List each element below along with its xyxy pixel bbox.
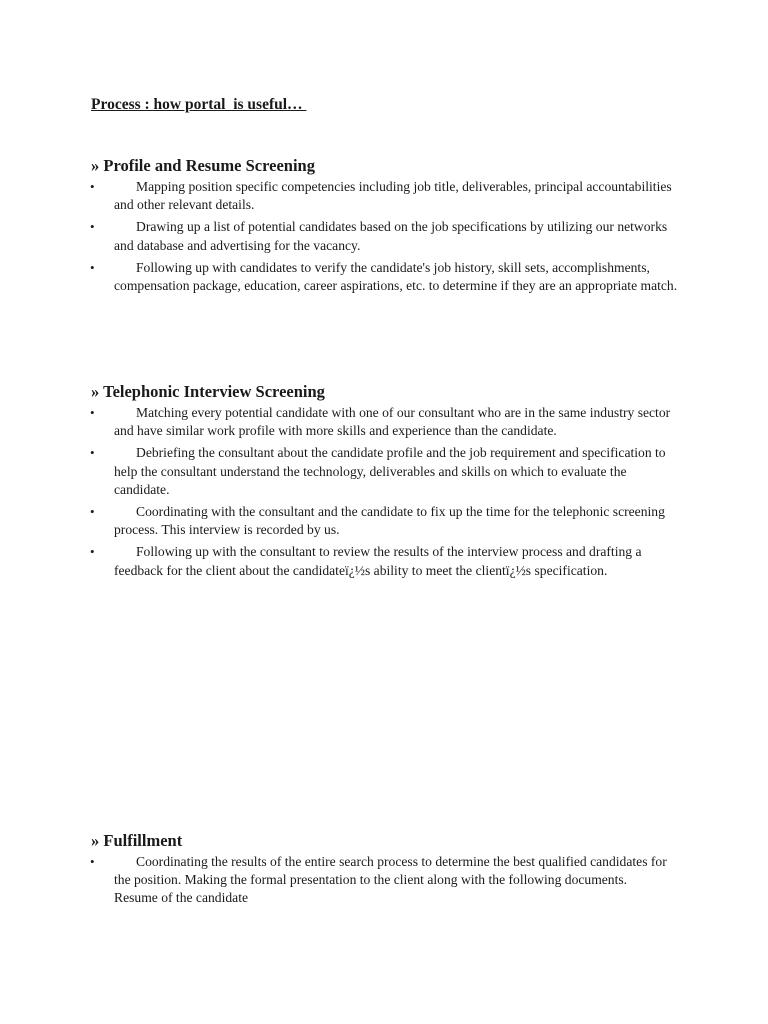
list-item-text: Coordinating with the consultant and the candidate to fix up the time for the telephonic screening process. This interview is recorded by us. (114, 504, 665, 538)
list-item (91, 178, 681, 214)
section-heading: » Profile and Resume Screening (91, 156, 315, 175)
bullet-icon: • (90, 544, 95, 560)
section-profile-resume-screening (91, 156, 681, 299)
bullet-icon: • (90, 405, 95, 420)
list-item (91, 404, 681, 440)
bullet-icon: • (90, 504, 95, 520)
document-title: Process : how portal is useful… (91, 96, 307, 113)
bullet-icon: • (90, 179, 95, 194)
list-item-text: Mapping position specific competencies including job title, deliverables, principal accountabilities and other relevant details. (114, 179, 672, 213)
bullet-list (91, 178, 681, 295)
list-item-text: Matching every potential candidate with one of our consultant who are in the same industry sector and have similar work profile with more skills and experience than the candidate. (114, 405, 671, 439)
bullet-icon: • (90, 445, 95, 461)
bullet-icon: • (90, 854, 95, 869)
section-fulfillment (91, 831, 681, 908)
list-item (91, 444, 681, 499)
section-heading: » Fulfillment (91, 831, 183, 850)
list-item-text: Following up with candidates to verify the candidate's job history, skill sets, accomplishments, compensation package, education, career aspirations, etc. to determine if they are an appropriate match. (114, 259, 678, 294)
list-item-text: Coordinating the results of the entire search process to determine the best qualified candidates for the position. Making the formal presentation to the client along with the following documents. (114, 854, 667, 888)
list-item-text: Drawing up a list of potential candidates based on the job specifications by utilizing our networks and database and advertising for the vacancy. (114, 219, 668, 253)
list-item-text: Debriefing the consultant about the candidate profile and the job requirement and specification to help the consultant understand the technology, deliverables and skills on which to evaluate the candidate. (114, 445, 666, 497)
section-telephonic-interview-screening (91, 382, 681, 584)
bullet-icon: • (90, 219, 95, 235)
list-item (91, 259, 681, 295)
list-item (91, 543, 681, 579)
bullet-list (91, 853, 681, 889)
list-item-text: Following up with the consultant to review the results of the interview process and drafting a feedback for the client about the candidateï¿½s ability to meet the clientï¿½s specification. (114, 544, 642, 578)
sub-item-text: Resume of the candidate (114, 890, 248, 906)
list-item (91, 218, 681, 254)
bullet-icon: • (90, 259, 95, 275)
list-item (91, 853, 681, 889)
section-heading: » Telephonic Interview Screening (91, 382, 325, 401)
list-item (91, 503, 681, 539)
bullet-list (91, 404, 681, 580)
